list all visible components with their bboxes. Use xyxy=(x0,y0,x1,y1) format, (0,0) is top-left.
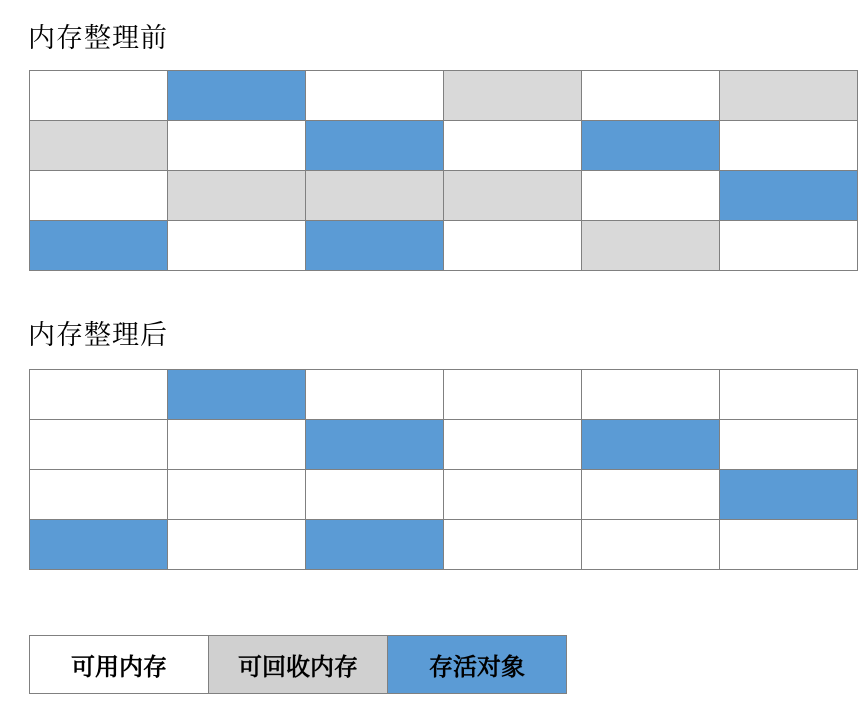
memory-cell-free xyxy=(720,420,858,470)
memory-grid-before-body xyxy=(30,71,858,271)
memory-cell-live xyxy=(306,420,444,470)
memory-cell-free xyxy=(720,221,858,271)
memory-cell-free xyxy=(30,71,168,121)
memory-cell-garbage xyxy=(720,71,858,121)
page-title-after: 内存整理后 xyxy=(28,320,168,350)
memory-cell-garbage xyxy=(582,221,720,271)
memory-grid-after-body xyxy=(30,370,858,570)
memory-grid-before xyxy=(29,70,858,271)
memory-cell-free xyxy=(582,171,720,221)
memory-cell-free xyxy=(444,520,582,570)
legend-item-free xyxy=(29,635,209,694)
memory-cell-live xyxy=(306,221,444,271)
memory-row xyxy=(30,470,858,520)
legend xyxy=(29,635,567,694)
memory-cell-free xyxy=(444,470,582,520)
memory-row xyxy=(30,121,858,171)
memory-cell-live xyxy=(30,520,168,570)
memory-cell-free xyxy=(582,470,720,520)
memory-cell-live xyxy=(306,121,444,171)
memory-row xyxy=(30,370,858,420)
memory-row xyxy=(30,71,858,121)
legend-item-label: 可用内存 xyxy=(71,655,167,681)
memory-row xyxy=(30,171,858,221)
legend-item-garbage xyxy=(208,635,388,694)
memory-cell-free xyxy=(30,470,168,520)
memory-cell-free xyxy=(306,71,444,121)
memory-cell-free xyxy=(168,221,306,271)
memory-cell-live xyxy=(30,221,168,271)
memory-cell-free xyxy=(582,520,720,570)
memory-cell-free xyxy=(168,470,306,520)
memory-cell-free xyxy=(30,420,168,470)
memory-cell-garbage xyxy=(306,171,444,221)
memory-cell-garbage xyxy=(444,171,582,221)
memory-row xyxy=(30,520,858,570)
memory-cell-live xyxy=(168,71,306,121)
memory-cell-live xyxy=(168,370,306,420)
memory-cell-free xyxy=(720,370,858,420)
memory-cell-free xyxy=(306,470,444,520)
memory-cell-free xyxy=(306,370,444,420)
legend-item-label: 可回收内存 xyxy=(238,655,358,681)
memory-cell-free xyxy=(444,370,582,420)
memory-cell-free xyxy=(30,370,168,420)
memory-cell-free xyxy=(30,171,168,221)
legend-item-live xyxy=(387,635,567,694)
memory-cell-free xyxy=(582,71,720,121)
legend-item-label: 存活对象 xyxy=(429,655,525,681)
memory-grid-after xyxy=(29,369,858,570)
memory-row xyxy=(30,420,858,470)
memory-cell-free xyxy=(444,420,582,470)
memory-cell-free xyxy=(444,121,582,171)
memory-cell-free xyxy=(720,121,858,171)
memory-cell-free xyxy=(582,370,720,420)
memory-cell-free xyxy=(444,221,582,271)
memory-cell-live xyxy=(582,420,720,470)
memory-cell-live xyxy=(720,470,858,520)
memory-cell-free xyxy=(168,121,306,171)
page-title-before: 内存整理前 xyxy=(28,23,168,53)
memory-cell-free xyxy=(168,520,306,570)
memory-cell-free xyxy=(168,420,306,470)
memory-row xyxy=(30,221,858,271)
memory-cell-garbage xyxy=(444,71,582,121)
memory-cell-free xyxy=(720,520,858,570)
memory-cell-live xyxy=(306,520,444,570)
memory-cell-garbage xyxy=(168,171,306,221)
memory-cell-live xyxy=(582,121,720,171)
memory-cell-garbage xyxy=(30,121,168,171)
memory-cell-live xyxy=(720,171,858,221)
